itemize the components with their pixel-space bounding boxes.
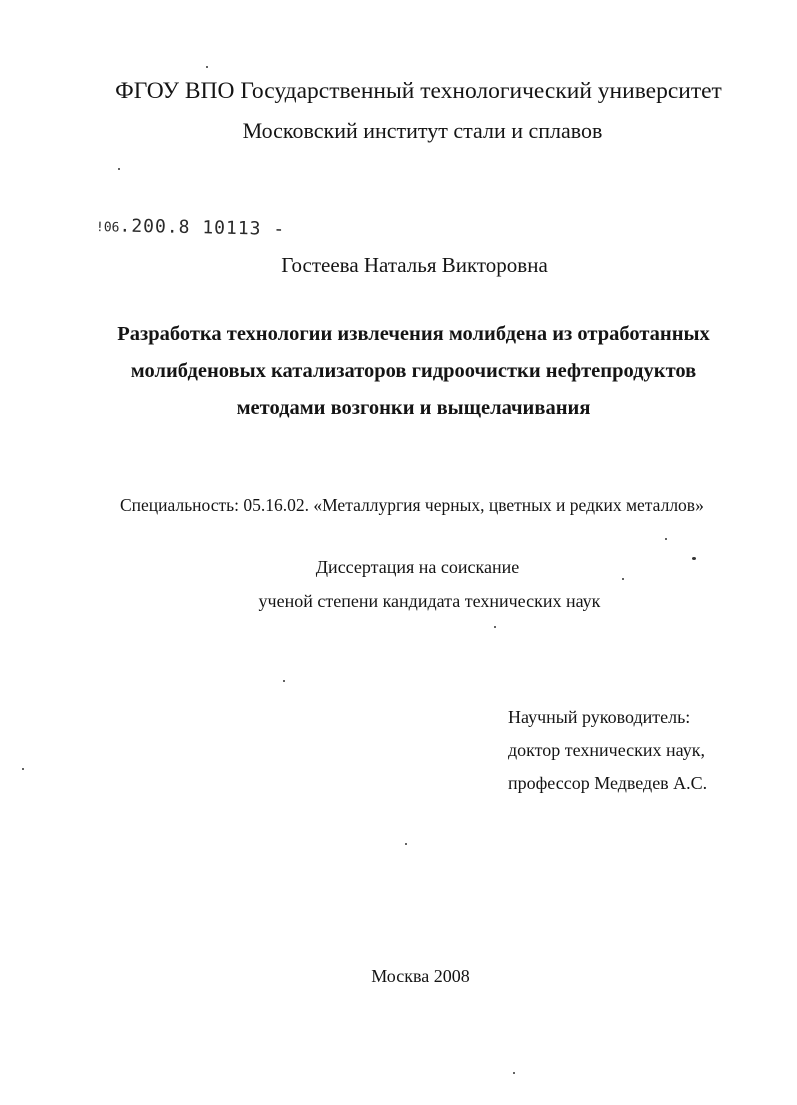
scan-speck — [118, 168, 120, 170]
dissertation-title — [30, 316, 797, 427]
title-line: Разработка технологии извлечения молибдена из отработанных — [117, 323, 710, 345]
scan-speck — [692, 557, 696, 560]
scan-speck — [622, 578, 624, 580]
stamp-number: .200.8 10113 - — [119, 215, 286, 240]
city-year: Москва 2008 — [371, 966, 470, 986]
supervisor-degree: доктор технических наук, — [508, 740, 705, 760]
scan-speck — [665, 538, 667, 540]
scan-speck — [405, 843, 407, 845]
stamp-prefix: !06 — [95, 220, 120, 236]
scan-speck — [206, 66, 208, 68]
institute-name: Московский институт стали и сплавов — [242, 118, 603, 143]
specialty: Специальность: 05.16.02. «Металлургия черных, цветных и редких металлов» — [120, 495, 704, 515]
author-name: Гостеева Наталья Викторовна — [281, 253, 548, 277]
scan-speck — [22, 768, 24, 770]
supervisor-name: профессор Медведев А.С. — [508, 773, 708, 793]
archive-stamp — [96, 215, 286, 240]
scan-speck — [283, 680, 285, 682]
dissertation-type-line2: ученой степени кандидата технических наук — [258, 591, 601, 611]
title-line: молибденовых катализаторов гидроочистки нефтепродуктов — [130, 360, 697, 382]
university-name: ФГОУ ВПО Государственный технологический университет — [115, 78, 722, 104]
scan-speck — [494, 626, 496, 628]
title-line: методами возгонки и выщелачивания — [236, 397, 591, 419]
dissertation-type-line1: Диссертация на соискание — [315, 557, 520, 577]
supervisor-role: Научный руководитель: — [508, 707, 691, 727]
scan-speck — [513, 1072, 515, 1074]
